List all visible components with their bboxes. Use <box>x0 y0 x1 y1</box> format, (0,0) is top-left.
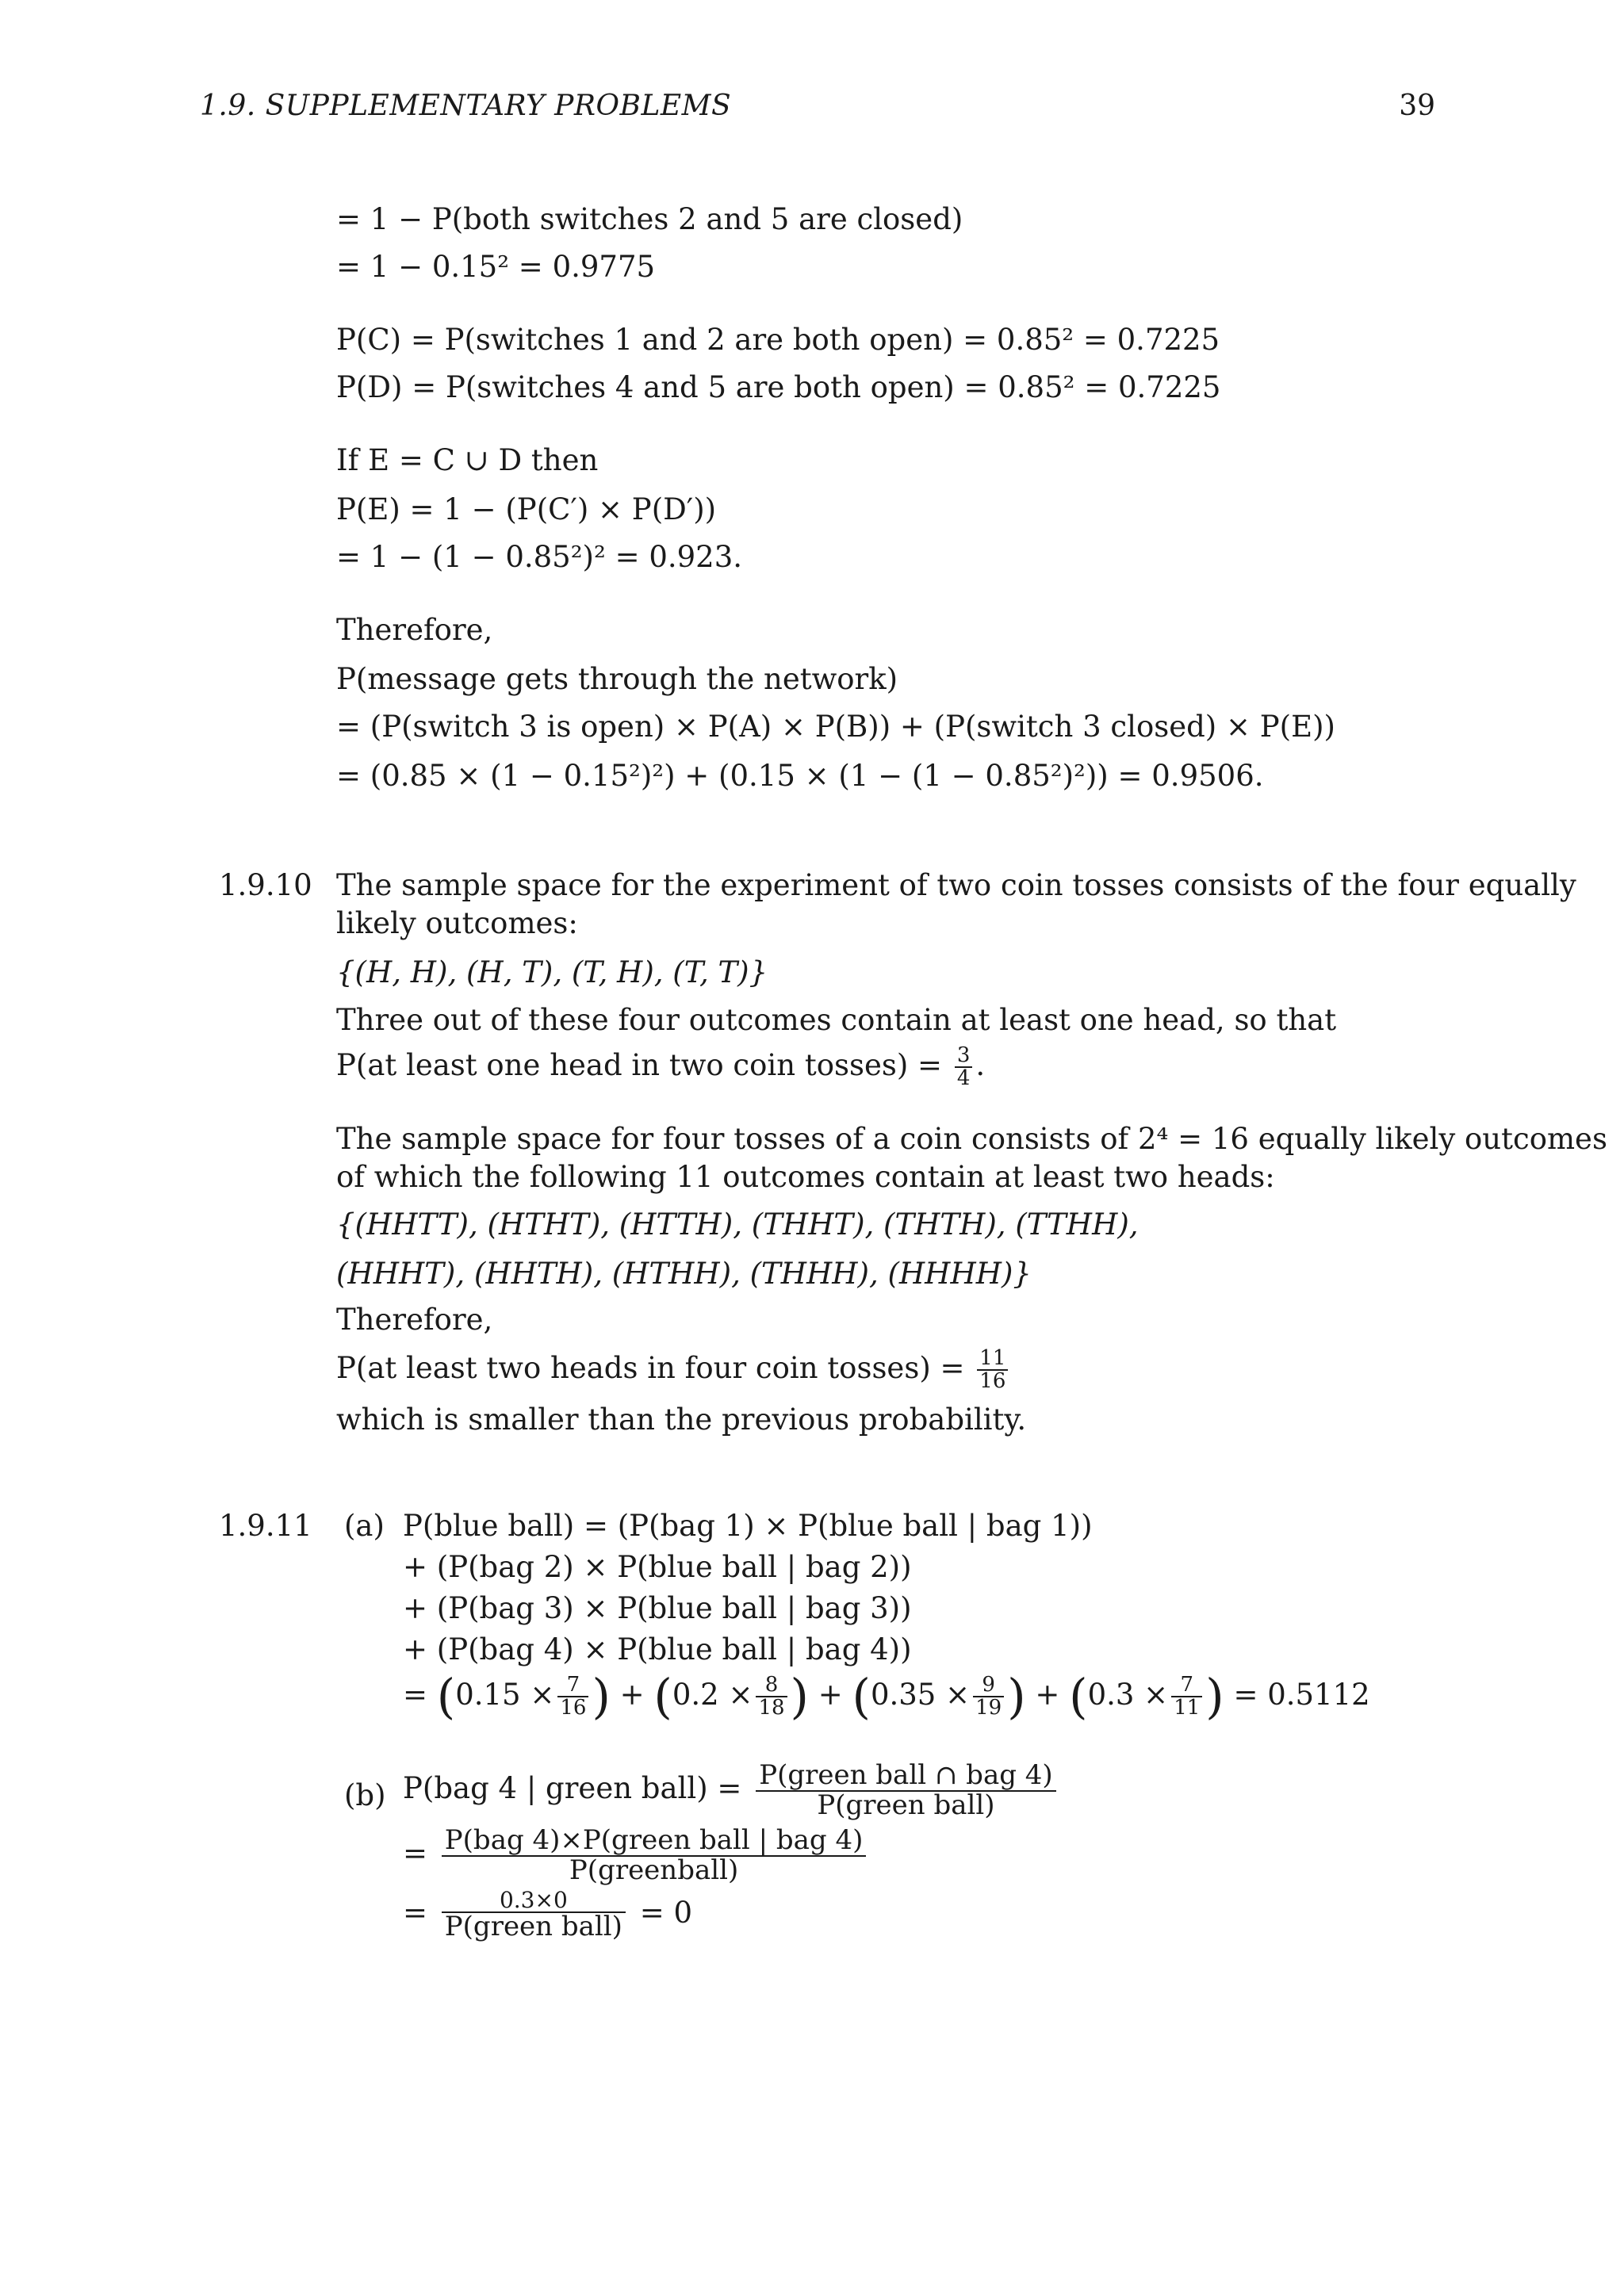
equals-sign: = <box>403 1677 428 1712</box>
numerator: P(green ball ∩ bag 4) <box>756 1762 1056 1792</box>
numerator: 8 <box>756 1674 787 1697</box>
fraction <box>442 1824 867 1886</box>
outcome-set: {(HHTT), (HTHT), (HTTH), (THHT), (THTH), (TTHH), <box>336 1207 1139 1242</box>
derivation-line: Therefore, <box>336 613 493 647</box>
denominator: 16 <box>560 1696 587 1720</box>
denominator: P(green ball) <box>817 1789 995 1821</box>
text-line: Therefore, <box>336 1303 493 1337</box>
problem-number: 1.9.11 <box>219 1509 312 1543</box>
equation-line: P(blue ball) = (P(bag 1) × P(blue ball | bag 1)) <box>403 1509 1093 1543</box>
fraction <box>756 1674 787 1720</box>
sample-space-set: {(H, H), (H, T), (T, H), (T, T)} <box>336 955 768 989</box>
probability-line: P(at least one head in two coin tosses) = $\frac{3}{4}$ . <box>336 1043 986 1091</box>
page-number: 39 <box>1399 90 1435 122</box>
bayes-line <box>403 1824 871 1886</box>
fraction <box>977 1348 1008 1393</box>
denominator: 11 <box>1174 1696 1201 1720</box>
bayes-line <box>403 1759 1061 1821</box>
denominator: 18 <box>758 1696 785 1720</box>
part-label: (b) <box>344 1778 386 1812</box>
term-coefficient: 0.2 × <box>672 1677 753 1712</box>
derivation-line: = (P(switch 3 is open) × P(A) × P(B)) + (P(switch 3 closed) × P(E)) <box>336 710 1335 744</box>
probability-line <box>336 1348 1011 1393</box>
denominator: 16 <box>979 1369 1006 1394</box>
fraction <box>756 1759 1056 1821</box>
text-line: which is smaller than the previous probability. <box>336 1402 1027 1437</box>
numerator: P(bag 4)×P(green ball | bag 4) <box>442 1827 867 1857</box>
derivation-line: P(D) = P(switches 4 and 5 are both open) = 0.85² = 0.7225 <box>336 370 1221 404</box>
derivation-line: If E = C ∪ D then <box>336 443 599 477</box>
numerator: 11 <box>977 1348 1008 1371</box>
fraction <box>955 1045 973 1090</box>
term-coefficient: 0.35 × <box>870 1677 971 1712</box>
running-head: 1.9. SUPPLEMENTARY PROBLEMS <box>200 90 732 122</box>
open-paren: ( <box>436 1669 456 1725</box>
equals-sign: = <box>403 1896 428 1931</box>
close-paren: ) <box>1205 1669 1224 1725</box>
derivation-line: P(C) = P(switches 1 and 2 are both open) = 0.85² = 0.7225 <box>336 323 1220 357</box>
problem-number: 1.9.10 <box>219 868 312 902</box>
derivation-line: = 1 − 0.15² = 0.9775 <box>336 250 656 284</box>
outcome-set: (HHHT), (HHTH), (HTHH), (THHH), (HHHH)} <box>336 1257 1032 1291</box>
fraction <box>973 1674 1004 1720</box>
term-coefficient: 0.3 × <box>1087 1677 1169 1712</box>
numerator: 0.3×0 <box>442 1888 626 1913</box>
equals-sign: = <box>403 1836 428 1871</box>
text-line: Three out of these four outcomes contain at least one head, so that <box>336 1003 1337 1037</box>
open-paren: ( <box>852 1669 871 1725</box>
derivation-line: = 1 − (1 − 0.85²)² = 0.923. <box>336 540 743 574</box>
close-paren: ) <box>1007 1669 1026 1725</box>
sum-result: = 0.5112 <box>1233 1677 1370 1712</box>
derivation-line: = 1 − P(both switches 2 and 5 are closed) <box>336 202 963 236</box>
denominator: 4 <box>956 1066 971 1091</box>
part-label: (a) <box>344 1509 385 1543</box>
plus-sign: + <box>818 1677 843 1712</box>
denominator: 19 <box>975 1696 1002 1720</box>
open-paren: ( <box>653 1669 672 1725</box>
denominator: P(greenball) <box>569 1854 739 1886</box>
derivation-line: = (0.85 × (1 − 0.15²)²) + (0.15 × (1 − (1 − 0.85²)²)) = 0.9506. <box>336 759 1264 793</box>
numerator: 7 <box>557 1674 588 1697</box>
open-paren: ( <box>1069 1669 1088 1725</box>
plus-sign: + <box>619 1677 645 1712</box>
equation-line: + (P(bag 2) × P(blue ball | bag 2)) <box>403 1550 912 1584</box>
fraction <box>442 1888 626 1942</box>
derivation-line: P(E) = 1 − (P(C′) × P(D′)) <box>336 492 717 526</box>
conditional-probability: P(bag 4 | green ball) = <box>403 1771 742 1806</box>
bayes-line <box>403 1888 692 1942</box>
numerator: 7 <box>1171 1674 1202 1697</box>
fraction <box>1171 1674 1202 1720</box>
term-coefficient: 0.15 × <box>455 1677 555 1712</box>
bayes-result: = 0 <box>639 1896 693 1931</box>
equation-line: + (P(bag 4) × P(blue ball | bag 4)) <box>403 1632 912 1667</box>
probability-expression: P(at least two heads in four coin tosses) = <box>336 1350 965 1385</box>
text-line: The sample space for four tosses of a coin consists of 2⁴ = 16 equally likely outcomes <box>336 1122 1607 1156</box>
text-line: The sample space for the experiment of two coin tosses consists of the four equally <box>336 868 1576 902</box>
close-paren: ) <box>592 1669 611 1725</box>
derivation-line: P(message gets through the network) <box>336 662 898 696</box>
numerator: 9 <box>973 1674 1004 1697</box>
text-line: likely outcomes: <box>336 906 578 940</box>
fraction <box>557 1674 588 1720</box>
text-line: of which the following 11 outcomes contain at least two heads: <box>336 1160 1275 1194</box>
denominator: P(green ball) <box>444 1911 622 1943</box>
sum-line <box>403 1669 1370 1725</box>
numerator: 3 <box>955 1045 973 1068</box>
plus-sign: + <box>1035 1677 1060 1712</box>
equation-line: + (P(bag 3) × P(blue ball | bag 3)) <box>403 1591 912 1625</box>
probability-expression: P(at least one head in two coin tosses) = <box>336 1047 943 1082</box>
close-paren: ) <box>790 1669 809 1725</box>
